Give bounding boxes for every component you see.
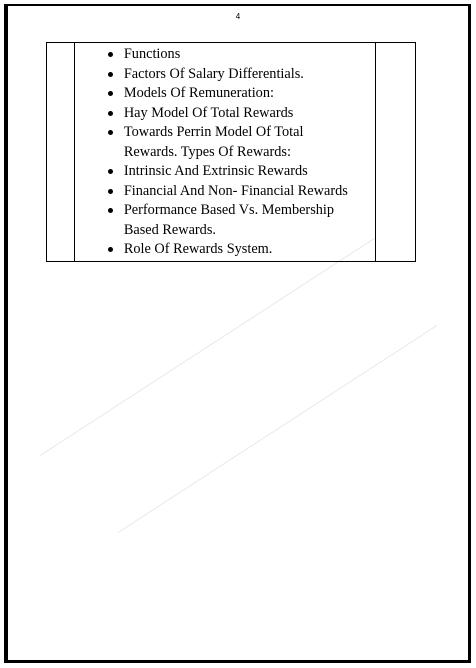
list-item <box>75 45 375 65</box>
list-item <box>75 104 375 124</box>
list-item <box>75 123 375 162</box>
table-main-column <box>75 43 375 261</box>
bullet-icon <box>108 52 113 57</box>
list-item-line: Hay Model Of Total Rewards <box>123 104 294 121</box>
bullet-icon <box>108 208 113 213</box>
bullet-icon <box>108 130 113 135</box>
bullet-icon <box>108 247 113 252</box>
table-left-column <box>47 43 75 261</box>
list-item-line: Models Of Remuneration: <box>123 85 274 101</box>
page-number: 4 <box>235 12 241 21</box>
bullet-icon <box>108 189 113 194</box>
table-right-column <box>375 43 415 261</box>
bullet-icon <box>108 72 113 77</box>
topic-list <box>75 45 375 260</box>
list-item-line: Intrinsic And Extrinsic Rewards <box>123 163 308 179</box>
list-item-line: Performance Based Vs. Membership <box>123 202 335 218</box>
list-item-line: Factors Of Salary Differentials. <box>123 65 304 82</box>
list-item-line: Functions <box>123 46 181 62</box>
list-item <box>75 84 375 104</box>
list-item <box>75 182 375 202</box>
bullet-icon <box>108 91 113 96</box>
content-table <box>46 42 416 262</box>
list-item <box>75 65 375 85</box>
list-item <box>75 201 375 240</box>
list-item <box>75 162 375 182</box>
list-item-line: Based Rewards. <box>123 221 216 238</box>
list-item-line: Towards Perrin Model Of Total <box>123 124 304 140</box>
list-item-line: Rewards. Types Of Rewards: <box>123 143 291 160</box>
bullet-icon <box>108 169 113 174</box>
bullet-icon <box>108 111 113 116</box>
list-item-line: Role Of Rewards System. <box>123 241 273 257</box>
list-item-line: Financial And Non- Financial Rewards <box>123 182 348 199</box>
list-item <box>75 240 375 260</box>
